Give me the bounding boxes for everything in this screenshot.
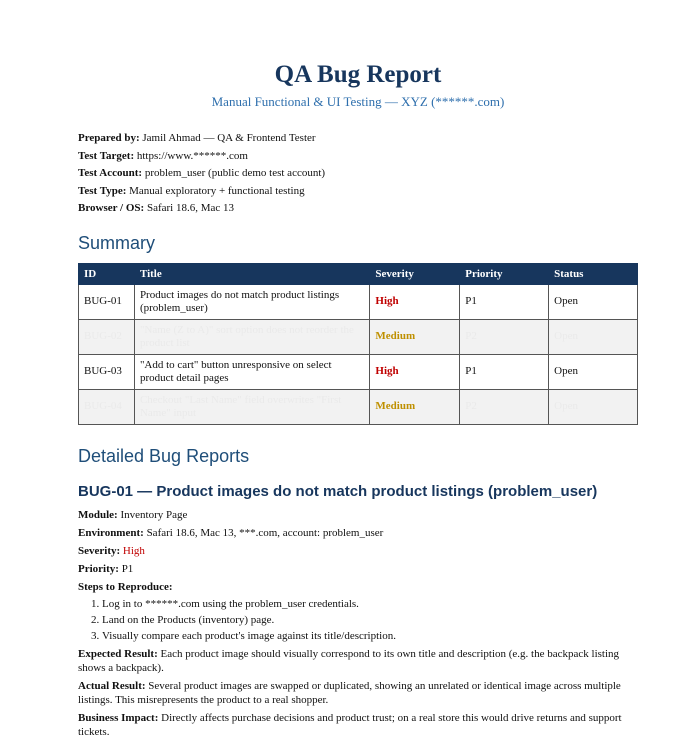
list-item: 2. Land on the Products (inventory) page. — [102, 612, 638, 628]
report-meta — [78, 130, 638, 218]
meta-prepared-by — [78, 130, 638, 148]
field-label: Module: — [78, 508, 118, 521]
cell-priority: P2 — [460, 319, 549, 354]
cell-title: Product images do not match product listings (problem_user) — [134, 284, 369, 319]
list-item: 3. Visually compare each product's image against its title/description. — [102, 628, 638, 644]
field-label: Environment: — [78, 526, 144, 539]
cell-severity: High — [370, 354, 460, 389]
bug-module — [78, 508, 638, 522]
bug-severity — [78, 544, 638, 558]
field-label: Business Impact: — [78, 711, 159, 724]
cell-id: BUG-04 — [79, 389, 135, 424]
cell-status: Open — [549, 319, 638, 354]
table-row — [79, 319, 638, 354]
list-item: 1. Log in to ******.com using the problem_user credentials. — [102, 596, 638, 612]
cell-id: BUG-03 — [79, 354, 135, 389]
summary-heading: Summary — [78, 232, 156, 253]
table-row — [79, 389, 638, 424]
field-label: Actual Result: — [78, 679, 146, 692]
cell-id: BUG-02 — [79, 319, 135, 354]
meta-value: Jamil Ahmad — QA & Frontend Tester — [142, 132, 316, 144]
cell-severity: Medium — [370, 319, 460, 354]
cell-title: "Name (Z to A)" sort option does not reorder the product list — [134, 319, 369, 354]
cell-title: Checkout "Last Name" field overwrites "First Name" input — [134, 389, 369, 424]
column-header-status: Status — [549, 263, 638, 284]
cell-id: BUG-01 — [79, 284, 135, 319]
field-label: Expected Result: — [78, 647, 158, 660]
meta-test-type — [78, 183, 638, 201]
cell-status: Open — [549, 389, 638, 424]
meta-value: Safari 18.6, Mac 13 — [146, 202, 235, 214]
meta-label: Test Target: — [78, 149, 135, 162]
steps-heading — [78, 580, 638, 594]
bug-title: BUG-01 — Product images do not match product listings (problem_user) — [78, 482, 598, 500]
bug-detail — [78, 508, 638, 739]
detailed-heading: Detailed Bug Reports — [78, 445, 250, 466]
field-value: Several product images are swapped or duplicated, showing an unrelated or identical image across multiple listings. This misrepresents the product to a real shopper. — [78, 679, 621, 706]
report-subtitle: Manual Functional & UI Testing — XYZ (******.com) — [211, 94, 505, 109]
cell-severity: High — [370, 284, 460, 319]
meta-value: https://www.******.com — [136, 149, 248, 162]
cell-title: "Add to cart" button unresponsive on select product detail pages — [134, 354, 369, 389]
meta-label: Prepared by: — [78, 132, 140, 144]
summary-table — [78, 263, 638, 425]
meta-label: Browser / OS: — [78, 202, 145, 214]
steps-list — [78, 596, 638, 644]
column-header-id: ID — [79, 263, 135, 284]
field-label: Severity: — [78, 544, 121, 557]
field-label: Priority: — [78, 562, 119, 575]
cell-priority: P2 — [460, 389, 549, 424]
meta-value: problem_user (public demo test account) — [144, 167, 326, 179]
table-header-row — [79, 263, 638, 284]
report-title: QA Bug Report — [274, 61, 442, 88]
column-header-title: Title — [134, 263, 369, 284]
severity-value: High — [122, 544, 145, 557]
meta-browser-os — [78, 200, 638, 218]
cell-priority: P1 — [460, 354, 549, 389]
field-value: Each product image should visually correspond to its own title and description (e.g. the backpack listing shows a backpack). — [78, 647, 620, 674]
bug-actual — [78, 679, 638, 707]
meta-value: Manual exploratory + functional testing — [129, 184, 305, 197]
column-header-priority: Priority — [460, 263, 549, 284]
bug-environment — [78, 526, 638, 540]
field-value: Safari 18.6, Mac 13, ***.com, account: problem_user — [146, 526, 384, 539]
meta-test-account — [78, 165, 638, 183]
meta-test-target — [78, 148, 638, 166]
table-row — [79, 284, 638, 319]
field-value: Directly affects purchase decisions and product trust; on a real store this would drive returns and support tickets. — [78, 711, 622, 738]
column-header-severity: Severity — [370, 263, 460, 284]
meta-label: Test Type: — [78, 184, 127, 197]
cell-status: Open — [549, 354, 638, 389]
field-label: Steps to Reproduce: — [78, 580, 173, 593]
bug-expected — [78, 647, 638, 675]
meta-label: Test Account: — [78, 167, 143, 179]
field-value: P1 — [121, 562, 134, 575]
bug-priority — [78, 562, 638, 576]
cell-status: Open — [549, 284, 638, 319]
cell-priority: P1 — [460, 284, 549, 319]
field-value: Inventory Page — [120, 508, 188, 521]
table-row — [79, 354, 638, 389]
cell-severity: Medium — [370, 389, 460, 424]
bug-impact — [78, 711, 638, 739]
